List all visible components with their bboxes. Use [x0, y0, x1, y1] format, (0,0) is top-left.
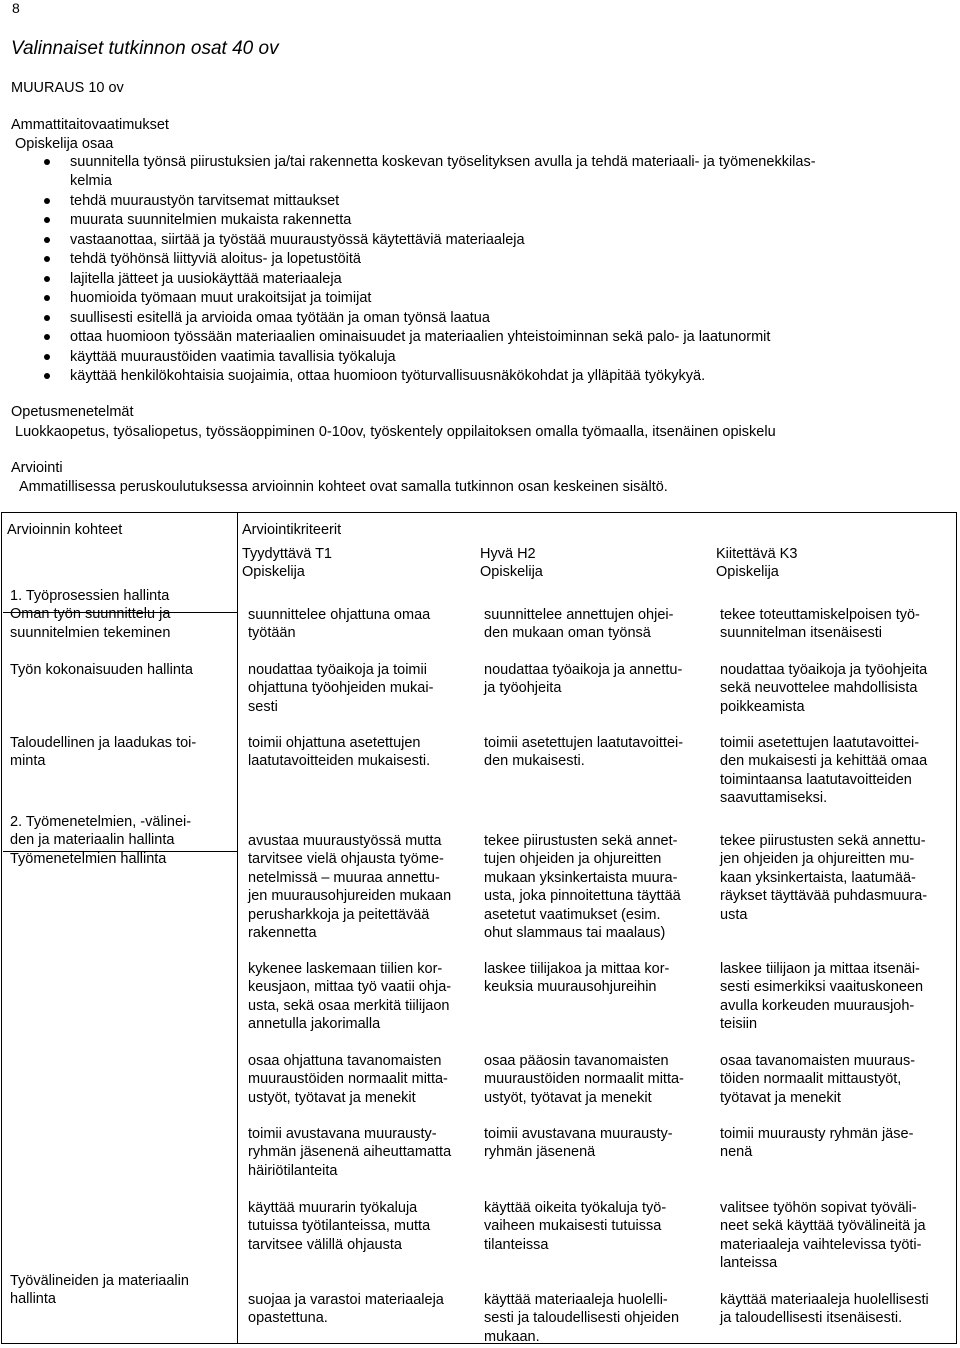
assessment-heading: Arviointi — [11, 460, 63, 476]
table-cell-t1: toimii avustavana muurausty- ryhmän jäsenenä aiheuttamatta häiriötilanteita — [248, 1126, 452, 1179]
list-item: huomioida työmaan muut urakoitsijat ja toimijat — [70, 290, 372, 306]
skills-intro: Opiskelija osaa — [15, 136, 114, 152]
table-cell-t1: käyttää muurarin työkaluja tutuissa työtilanteissa, mutta tarvitsee välillä ohjausta — [248, 1200, 431, 1253]
level-t1-sub: Opiskelija — [242, 564, 305, 580]
list-item: tehdä muuraustyön tarvitsemat mittaukset — [70, 193, 340, 209]
module-title: MUURAUS 10 ov — [11, 80, 124, 96]
table-cell-t1: toimii ohjattuna asetettujen laatutavoitteiden mukaisesti. — [248, 735, 431, 770]
list-item: käyttää henkilökohtaisia suojaimia, ottaa huomioon työturvallisuusnäkökohdat ja ylläpitää työkykyä. — [70, 368, 706, 384]
assessment-text: Ammatillisessa peruskoulutuksessa arvioinnin kohteet ovat samalla tutkinnon osan keskeinen sisältö. — [19, 479, 668, 495]
table-cell-h2: käyttää materiaaleja huolelli- sesti ja taloudellisesti ohjeiden mukaan. — [484, 1292, 680, 1345]
table-row-target: 2. Työmenetelmien, -välinei- den ja materiaalin hallinta Työmenetelmien hallinta — [10, 814, 192, 867]
table-row-target: 1. Työprosessien hallinta Oman työn suunnittelu ja suunnitelmien tekeminen — [10, 588, 171, 641]
list-item: käyttää muuraustöiden vaatimia tavallisia työkaluja — [70, 349, 396, 365]
table-cell-h2: toimii avustavana muurausty- ryhmän jäsenenä — [484, 1126, 673, 1161]
table-cell-h2: osaa pääosin tavanomaisten muuraustöiden normaalit mitta- ustyöt, työtavat ja menekit — [484, 1053, 684, 1106]
table-cell-h2: laskee tiilijakoa ja mittaa kor- keuksia muurausohjureihin — [484, 961, 670, 996]
methods-heading: Opetusmenetelmät — [11, 404, 134, 420]
table-cell-h2: noudattaa työaikoja ja annettu- ja työohjeita — [484, 662, 683, 697]
table-cell-k3: toimii muurausty ryhmän jäse- nenä — [720, 1126, 914, 1161]
table-cell-h2: suunnittelee annettujen ohjei- den mukaan oman työnsä — [484, 607, 674, 642]
level-k3-name: Kiitettävä K3 — [716, 546, 798, 562]
table-cell-k3: tekee toteuttamiskelpoisen työ- suunnitelman itsenäisesti — [720, 607, 920, 642]
table-cell-t1: osaa ohjattuna tavanomaisten muuraustöiden normaalit mitta- ustyöt, työtavat ja menekit — [248, 1053, 448, 1106]
column-header-criteria: Arviointikriteerit — [242, 522, 342, 538]
list-item: ottaa huomioon työssään materiaalien ominaisuudet ja materiaalien yhteistoiminnan sekä palo- ja laatunormit — [70, 329, 771, 345]
skills-heading: Ammattitaitovaatimukset — [11, 117, 169, 133]
level-k3-sub: Opiskelija — [716, 564, 779, 580]
column-header-targets: Arvioinnin kohteet — [7, 522, 123, 538]
table-cell-k3: valitsee työhön sopivat työväli- neet sekä käyttää työvälineitä ja materiaaleja vaihtelevissa työti- lanteissa — [720, 1200, 926, 1272]
table-cell-k3: osaa tavanomaisten muuraus- töiden normaalit mittaustyöt, työtavat ja menekit — [720, 1053, 916, 1106]
methods-text: Luokkaopetus, työsaliopetus, työssäoppiminen 0-10ov, työskentely oppilaitoksen omalla työmaalla, itsenäinen opiskelu — [15, 424, 776, 440]
list-item: kelmia — [70, 173, 112, 189]
table-cell-k3: noudattaa työaikoja ja työohjeita sekä neuvottelee mahdollisista poikkeamista — [720, 662, 928, 715]
list-item: lajitella jätteet ja uusiokäyttää materiaaleja — [70, 271, 342, 287]
list-item: vastaanottaa, siirtää ja työstää muuraustyössä käytettäviä materiaaleja — [70, 232, 525, 248]
table-column-divider — [237, 513, 238, 1343]
table-row-target: Työvälineiden ja materiaalin hallinta — [10, 1273, 189, 1308]
table-cell-t1: suojaa ja varastoi materiaaleja opastettuna. — [248, 1292, 444, 1327]
table-cell-k3: laskee tiilijaon ja mittaa itsenäi- sesti esimerkiksi vaaituskoneen avulla korkeuden muurausjoh- teisiin — [720, 961, 924, 1033]
table-cell-t1: suunnittelee ohjattuna omaa työtään — [248, 607, 431, 642]
table-row-target: Työn kokonaisuuden hallinta — [10, 662, 193, 678]
table-cell-h2: käyttää oikeita työkaluja työ- vaiheen mukaisesti tutuissa tilanteissa — [484, 1200, 667, 1253]
table-cell-t1: avustaa muuraustyössä mutta tarvitsee vielä ohjausta työme- netelmissä – muuraa annettu- jen muurausohjureiden mukaan perusharkkoja ja peitettävää rakennetta — [248, 833, 452, 942]
table-cell-k3: tekee piirustusten sekä annettu- jen ohjeiden ja ohjureitten mu- kaan yksinkertaista, laatumää- räykset täyttävää puhdasmuura- usta — [720, 833, 928, 923]
list-item: suullisesti esitellä ja arvioida omaa työtään ja oman työnsä laatua — [70, 310, 490, 326]
table-cell-k3: toimii asetettujen laatutavoittei- den mukaisesti ja kehittää omaa toimintaansa laatutavoitteiden saavuttamiseksi. — [720, 735, 928, 807]
list-item: tehdä työhönsä liittyviä aloitus- ja lopetustöitä — [70, 251, 361, 267]
table-cell-t1: kykenee laskemaan tiilien kor- keusjaon, mittaa työ vaatii ohja- usta, sekä osaa merkitä tiilijaon annetulla jakorimalla — [248, 961, 452, 1033]
level-t1-name: Tyydyttävä T1 — [242, 546, 332, 562]
assessment-table — [1, 512, 957, 1344]
table-cell-h2: tekee piirustusten sekä annet- tujen ohjeiden ja ohjureitten mukaan yksinkertaista muura- usta, joka pinnoitettuna täyttää asetetut vaatimukset (esim. ohut slammaus tai maalaus) — [484, 833, 681, 942]
list-item: muurata suunnitelmien mukaista rakennetta — [70, 212, 352, 228]
table-cell-h2: toimii asetettujen laatutavoittei- den mukaisesti. — [484, 735, 684, 770]
level-h2-name: Hyvä H2 — [480, 546, 536, 562]
list-item: suunnitella työnsä piirustuksien ja/tai rakennetta koskevan työselityksen avulla ja tehdä materiaali- ja työmenekkilas- — [70, 154, 816, 170]
table-cell-k3: käyttää materiaaleja huolellisesti ja taloudellisesti itsenäisesti. — [720, 1292, 929, 1327]
page-number: 8 — [12, 0, 20, 16]
page-title: Valinnaiset tutkinnon osat 40 ov — [11, 38, 279, 59]
table-cell-t1: noudattaa työaikoja ja toimii ohjattuna työohjeiden mukai- sesti — [248, 662, 434, 715]
table-row-target: Taloudellinen ja laadukas toi- minta — [10, 735, 197, 770]
level-h2-sub: Opiskelija — [480, 564, 543, 580]
